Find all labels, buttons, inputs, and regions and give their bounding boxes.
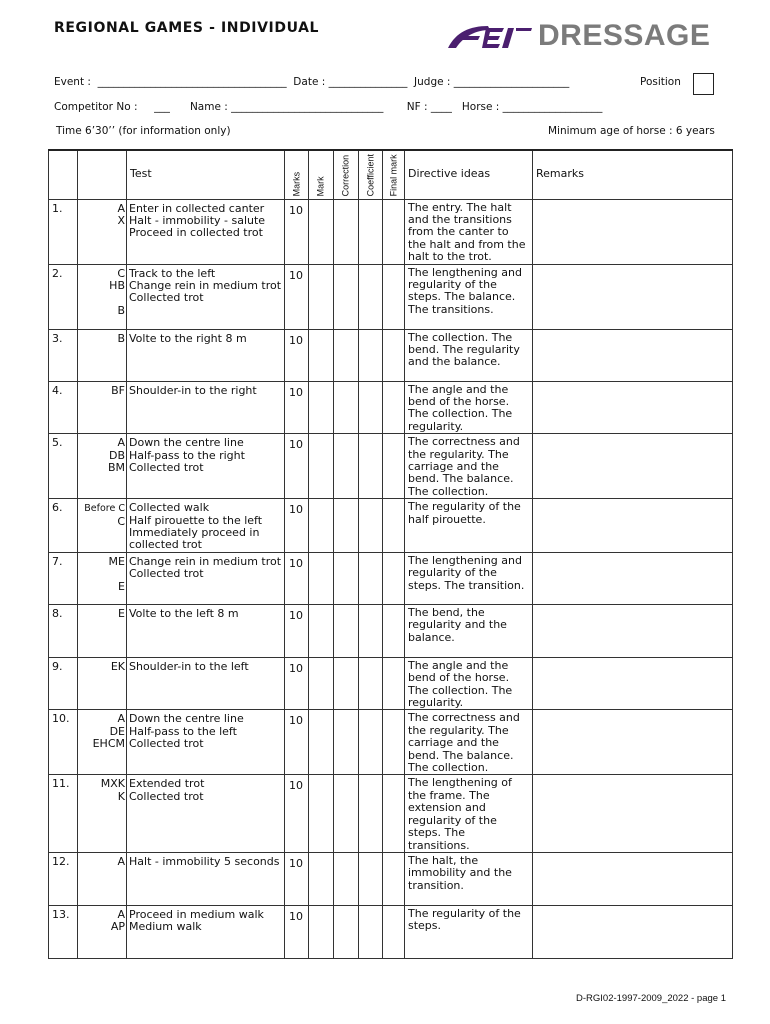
row-number: 6.	[49, 499, 78, 553]
table-row	[49, 604, 733, 657]
document-title: REGIONAL GAMES - INDIVIDUAL	[54, 20, 320, 36]
mark-cell[interactable]	[309, 381, 334, 434]
final-mark-cell[interactable]	[383, 775, 405, 852]
row-max-marks: 10	[285, 657, 309, 710]
mark-cell[interactable]	[309, 604, 334, 657]
final-mark-cell[interactable]	[383, 264, 405, 329]
row-number: 12.	[49, 852, 78, 905]
remarks-cell[interactable]	[533, 905, 733, 958]
page-footer: D-RGI02-1997-2009_2022 - page 1	[576, 993, 726, 1004]
remarks-cell[interactable]	[533, 775, 733, 852]
directive-header: Directive ideas	[405, 150, 533, 199]
row-letters: EK	[78, 657, 127, 710]
row-letters: ME E	[78, 552, 127, 604]
correction-cell[interactable]	[334, 199, 359, 264]
table-row	[49, 905, 733, 958]
position-label: Position	[640, 76, 681, 88]
row-directive: The entry. The halt and the transitions from the canter to the halt and from the halt to the trot.	[405, 199, 533, 264]
row-number: 11.	[49, 775, 78, 852]
remarks-cell[interactable]	[533, 264, 733, 329]
num-header	[49, 150, 78, 199]
final-mark-cell[interactable]	[383, 499, 405, 553]
row-max-marks: 10	[285, 264, 309, 329]
coefficient-cell[interactable]	[359, 710, 383, 775]
correction-header: Correction	[334, 150, 359, 199]
row-letters: BF	[78, 381, 127, 434]
coefficient-cell[interactable]	[359, 657, 383, 710]
row-number: 5.	[49, 434, 78, 499]
row-movement: Down the centre line Half-pass to the right Collected trot	[127, 434, 285, 499]
remarks-cell[interactable]	[533, 657, 733, 710]
fei-logo-icon	[446, 22, 532, 52]
row-letters	[78, 499, 127, 553]
competitor-line: Competitor No : ___ Name : _____________________________ NF : ____ Horse : ___________________	[54, 101, 603, 113]
row-letters: MXK K	[78, 775, 127, 852]
row-max-marks: 10	[285, 381, 309, 434]
coefficient-cell[interactable]	[359, 199, 383, 264]
row-directive: The angle and the bend of the horse. The collection. The regularity.	[405, 657, 533, 710]
table-row	[49, 710, 733, 775]
marks-header: Marks	[285, 150, 309, 199]
correction-cell[interactable]	[334, 499, 359, 553]
row-max-marks: 10	[285, 199, 309, 264]
row-letters: A AP	[78, 905, 127, 958]
event-line: Event : ____________________________________ Date : _______________ Judge : ______________________	[54, 76, 570, 88]
row-directive: The lengthening of the frame. The extension and regularity of the steps. The transitions.	[405, 775, 533, 852]
table-row	[49, 199, 733, 264]
remarks-cell[interactable]	[533, 499, 733, 553]
final-mark-cell[interactable]	[383, 434, 405, 499]
table-row	[49, 852, 733, 905]
mark-cell[interactable]	[309, 852, 334, 905]
row-directive: The collection. The bend. The regularity and the balance.	[405, 329, 533, 381]
correction-cell[interactable]	[334, 604, 359, 657]
mark-cell[interactable]	[309, 499, 334, 553]
mark-cell[interactable]	[309, 434, 334, 499]
test-header: Test	[127, 150, 285, 199]
letter-line: C	[117, 514, 125, 528]
row-number: 10.	[49, 710, 78, 775]
table-row	[49, 552, 733, 604]
coefficient-cell[interactable]	[359, 264, 383, 329]
row-letters: A	[78, 852, 127, 905]
correction-cell[interactable]	[334, 329, 359, 381]
row-max-marks: 10	[285, 499, 309, 553]
correction-cell[interactable]	[334, 852, 359, 905]
row-movement: Change rein in medium trot Collected trot	[127, 552, 285, 604]
row-movement: Enter in collected canter Halt - immobility - salute Proceed in collected trot	[127, 199, 285, 264]
table-row	[49, 329, 733, 381]
score-sheet-table	[48, 149, 733, 959]
correction-cell[interactable]	[334, 710, 359, 775]
row-directive: The regularity of the steps.	[405, 905, 533, 958]
row-number: 1.	[49, 199, 78, 264]
remarks-cell[interactable]	[533, 199, 733, 264]
final-mark-cell[interactable]	[383, 657, 405, 710]
row-directive: The lengthening and regularity of the steps. The balance. The transitions.	[405, 264, 533, 329]
row-max-marks: 10	[285, 710, 309, 775]
correction-cell[interactable]	[334, 657, 359, 710]
coefficient-cell[interactable]	[359, 852, 383, 905]
table-row	[49, 657, 733, 710]
coefficient-cell[interactable]	[359, 905, 383, 958]
row-letters: C HB B	[78, 264, 127, 329]
mark-cell[interactable]	[309, 264, 334, 329]
remarks-header: Remarks	[533, 150, 733, 199]
coefficient-cell[interactable]	[359, 499, 383, 553]
row-movement: Extended trot Collected trot	[127, 775, 285, 852]
row-number: 3.	[49, 329, 78, 381]
coefficient-cell[interactable]	[359, 775, 383, 852]
remarks-cell[interactable]	[533, 434, 733, 499]
row-directive: The correctness and the regularity. The carriage and the bend. The balance. The collection.	[405, 710, 533, 775]
final-mark-cell[interactable]	[383, 199, 405, 264]
final-mark-header: Final mark	[383, 150, 405, 199]
row-number: 9.	[49, 657, 78, 710]
row-max-marks: 10	[285, 775, 309, 852]
row-movement: Volte to the right 8 m	[127, 329, 285, 381]
row-movement: Collected walk Half pirouette to the left Immediately proceed in collected trot	[127, 499, 285, 553]
row-number: 8.	[49, 604, 78, 657]
row-movement: Shoulder-in to the right	[127, 381, 285, 434]
final-mark-cell[interactable]	[383, 852, 405, 905]
row-directive: The angle and the bend of the horse. The collection. The regularity.	[405, 381, 533, 434]
remarks-cell[interactable]	[533, 852, 733, 905]
final-mark-cell[interactable]	[383, 905, 405, 958]
logo-text: DRESSAGE	[538, 19, 711, 52]
row-movement: Down the centre line Half-pass to the left Collected trot	[127, 710, 285, 775]
table-row	[49, 434, 733, 499]
correction-cell[interactable]	[334, 905, 359, 958]
row-movement: Volte to the left 8 m	[127, 604, 285, 657]
table-row	[49, 499, 733, 553]
row-movement: Track to the left Change rein in medium trot Collected trot	[127, 264, 285, 329]
row-directive: The correctness and the regularity. The carriage and the bend. The balance. The collection.	[405, 434, 533, 499]
correction-cell[interactable]	[334, 264, 359, 329]
remarks-cell[interactable]	[533, 329, 733, 381]
correction-cell[interactable]	[334, 434, 359, 499]
remarks-cell[interactable]	[533, 381, 733, 434]
final-mark-cell[interactable]	[383, 710, 405, 775]
row-letters: B	[78, 329, 127, 381]
row-movement: Shoulder-in to the left	[127, 657, 285, 710]
coefficient-cell[interactable]	[359, 381, 383, 434]
coefficient-cell[interactable]	[359, 604, 383, 657]
row-max-marks: 10	[285, 604, 309, 657]
remarks-cell[interactable]	[533, 604, 733, 657]
row-directive: The lengthening and regularity of the steps. The transition.	[405, 552, 533, 604]
mark-cell[interactable]	[309, 657, 334, 710]
correction-cell[interactable]	[334, 381, 359, 434]
letters-header	[78, 150, 127, 199]
row-movement: Proceed in medium walk Medium walk	[127, 905, 285, 958]
mark-cell[interactable]	[309, 775, 334, 852]
table-row	[49, 775, 733, 852]
row-directive: The halt, the immobility and the transition.	[405, 852, 533, 905]
coefficient-cell[interactable]	[359, 434, 383, 499]
remarks-cell[interactable]	[533, 710, 733, 775]
mark-cell[interactable]	[309, 552, 334, 604]
correction-cell[interactable]	[334, 552, 359, 604]
row-directive: The regularity of the half pirouette.	[405, 499, 533, 553]
remarks-cell[interactable]	[533, 552, 733, 604]
row-number: 4.	[49, 381, 78, 434]
table-row	[49, 381, 733, 434]
row-directive: The bend, the regularity and the balance.	[405, 604, 533, 657]
row-number: 2.	[49, 264, 78, 329]
time-note: Time 6’30’’ (for information only)	[56, 125, 231, 137]
row-letters: E	[78, 604, 127, 657]
row-max-marks: 10	[285, 905, 309, 958]
mark-cell[interactable]	[309, 199, 334, 264]
row-max-marks: 10	[285, 434, 309, 499]
mark-cell[interactable]	[309, 905, 334, 958]
coefficient-cell[interactable]	[359, 329, 383, 381]
letter-line: Before C	[84, 503, 125, 515]
mark-header: Mark	[309, 150, 334, 199]
row-letters: A X	[78, 199, 127, 264]
row-letters: A DE EHCM	[78, 710, 127, 775]
row-max-marks: 10	[285, 329, 309, 381]
position-box[interactable]	[693, 73, 714, 95]
fei-dressage-logo	[446, 19, 750, 52]
row-letters: A DB BM	[78, 434, 127, 499]
mark-cell[interactable]	[309, 329, 334, 381]
final-mark-cell[interactable]	[383, 329, 405, 381]
age-note: Minimum age of horse : 6 years	[548, 125, 715, 137]
mark-cell[interactable]	[309, 710, 334, 775]
coefficient-header: Coefficient	[359, 150, 383, 199]
final-mark-cell[interactable]	[383, 604, 405, 657]
final-mark-cell[interactable]	[383, 381, 405, 434]
row-max-marks: 10	[285, 852, 309, 905]
row-max-marks: 10	[285, 552, 309, 604]
table-row	[49, 264, 733, 329]
correction-cell[interactable]	[334, 775, 359, 852]
coefficient-cell[interactable]	[359, 552, 383, 604]
row-number: 13.	[49, 905, 78, 958]
row-movement: Halt - immobility 5 seconds	[127, 852, 285, 905]
row-number: 7.	[49, 552, 78, 604]
final-mark-cell[interactable]	[383, 552, 405, 604]
